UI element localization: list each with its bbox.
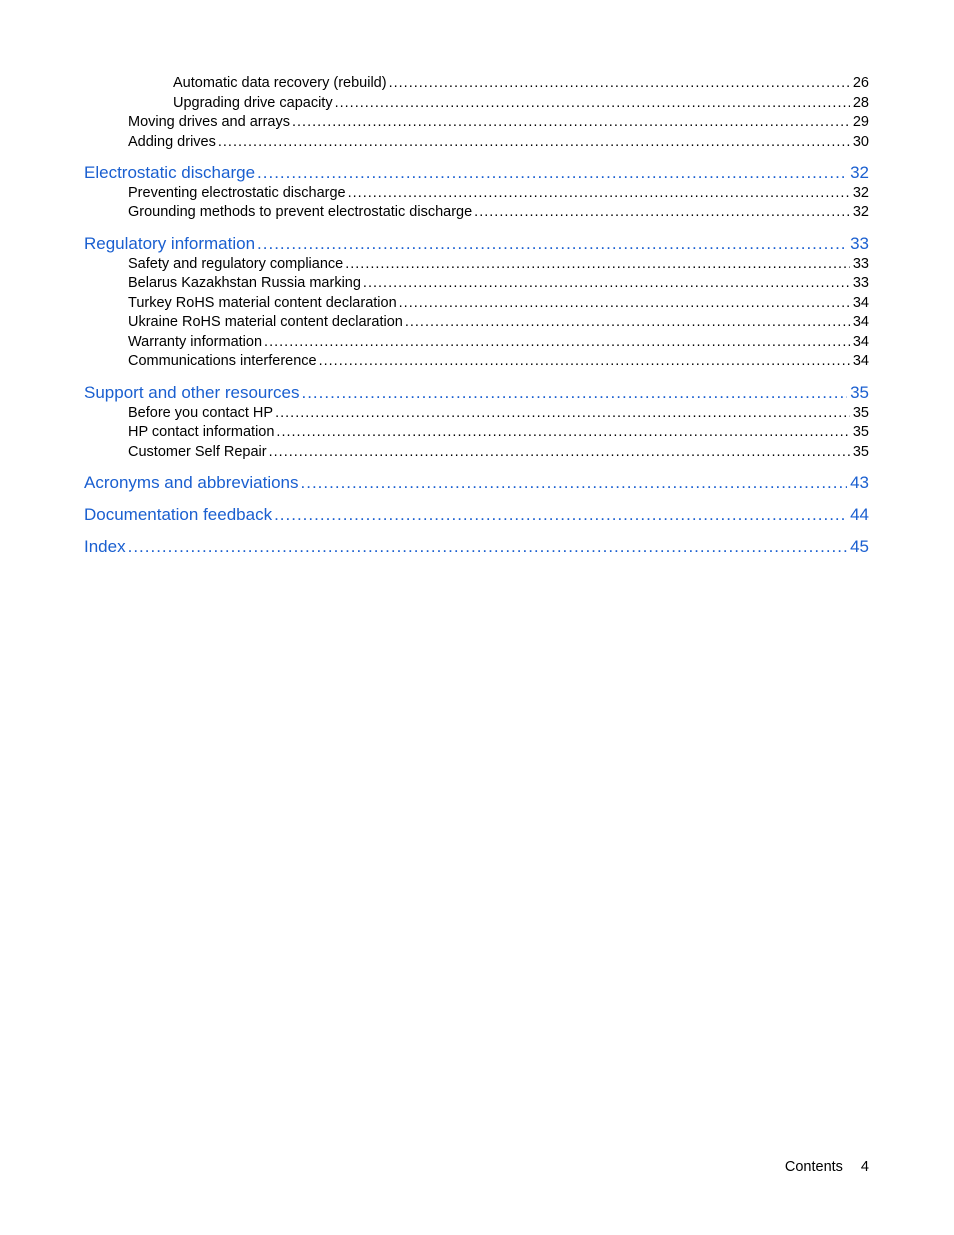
toc-entry-page: 34 [852,353,869,369]
toc-entry-page: 34 [852,314,869,330]
toc-entry-title: Automatic data recovery (rebuild) [173,75,387,91]
toc-leader-dots [399,295,850,311]
toc-entry-page: 30 [852,134,869,150]
toc-chapter-link[interactable] [84,473,869,493]
toc-entry[interactable] [128,134,869,150]
toc-entry[interactable] [128,256,869,272]
footer-page-number: 4 [860,1159,869,1175]
toc-leader-dots [269,444,850,460]
toc-leader-dots [275,405,850,421]
toc-chapter-link[interactable] [84,163,869,183]
toc-chapter-title: Regulatory information [84,234,256,253]
toc-entry[interactable] [128,204,869,220]
toc-leader-dots [274,505,847,525]
toc-leader-dots [345,256,850,272]
toc-entry[interactable] [128,444,869,460]
toc-leader-dots [257,163,847,183]
toc-leader-dots [335,95,850,111]
toc-entry-title: Turkey RoHS material content declaration [128,295,397,311]
toc-chapter-page: 33 [850,234,869,253]
toc-leader-dots [319,353,850,369]
toc-entry-title: Before you contact HP [128,405,274,421]
toc-leader-dots [474,204,850,220]
toc-leader-dots [128,537,847,557]
toc-entry-page: 33 [852,256,869,272]
toc-entry-title: Grounding methods to prevent electrostatic discharge [128,204,473,220]
toc-entry-title: Preventing electrostatic discharge [128,185,346,201]
toc-chapter-link[interactable] [84,383,869,403]
toc-entry[interactable] [128,353,869,369]
toc-entry[interactable] [128,275,869,291]
toc-entry-page: 35 [852,405,869,421]
toc-entry[interactable] [128,334,869,350]
toc-entry-title: Moving drives and arrays [128,114,290,130]
toc-entry-title: Ukraine RoHS material content declaration [128,314,403,330]
toc-entry-title: Communications interference [128,353,317,369]
toc-entry[interactable] [173,95,869,111]
toc-leader-dots [257,234,847,254]
toc-entry-title: HP contact information [128,424,275,440]
toc-leader-dots [264,334,850,350]
toc-chapter-link[interactable] [84,234,869,254]
toc-entry[interactable] [128,314,869,330]
toc-chapter-title: Electrostatic discharge [84,163,256,182]
toc-entry-page: 34 [852,334,869,350]
toc-chapter-title: Support and other resources [84,383,300,402]
toc-entry-page: 35 [852,444,869,460]
toc-leader-dots [389,75,850,91]
toc-entry-page: 28 [852,95,869,111]
toc-leader-dots [301,383,847,403]
toc-leader-dots [292,114,850,130]
toc-entry-title: Customer Self Repair [128,444,267,460]
toc-chapter-title: Index [84,537,126,556]
toc-chapter-title: Acronyms and abbreviations [84,473,299,492]
toc-chapter-page: 32 [850,163,869,182]
toc-entry-page: 33 [852,275,869,291]
toc-chapter-title: Documentation feedback [84,505,273,524]
toc-leader-dots [363,275,850,291]
footer-section-label: Contents [784,1159,843,1175]
toc-entry-page: 35 [852,424,869,440]
toc-chapter-link[interactable] [84,537,869,557]
toc-entry-page: 32 [852,204,869,220]
toc-entry-page: 34 [852,295,869,311]
toc-entry[interactable] [128,114,869,130]
toc-chapter-page: 35 [850,383,869,402]
toc-leader-dots [276,424,849,440]
toc-chapter-page: 44 [850,505,869,524]
toc-entry-page: 29 [852,114,869,130]
toc-entry[interactable] [128,424,869,440]
toc-chapter-page: 43 [850,473,869,492]
toc-entry-page: 26 [852,75,869,91]
toc-entry-title: Safety and regulatory compliance [128,256,344,272]
toc-entry[interactable] [128,405,869,421]
toc-entry-title: Upgrading drive capacity [173,95,333,111]
toc-leader-dots [348,185,850,201]
page-footer [0,1159,869,1175]
toc-leader-dots [301,473,848,493]
toc-chapter-page: 45 [850,537,869,556]
toc-entry-title: Belarus Kazakhstan Russia marking [128,275,361,291]
toc-entry-title: Warranty information [128,334,263,350]
toc-entry[interactable] [128,185,869,201]
toc-entry-page: 32 [852,185,869,201]
toc-entry[interactable] [173,75,869,91]
toc-entry-title: Adding drives [128,134,216,150]
toc-leader-dots [405,314,850,330]
toc-chapter-link[interactable] [84,505,869,525]
toc-leader-dots [218,134,850,150]
toc-entry[interactable] [128,295,869,311]
